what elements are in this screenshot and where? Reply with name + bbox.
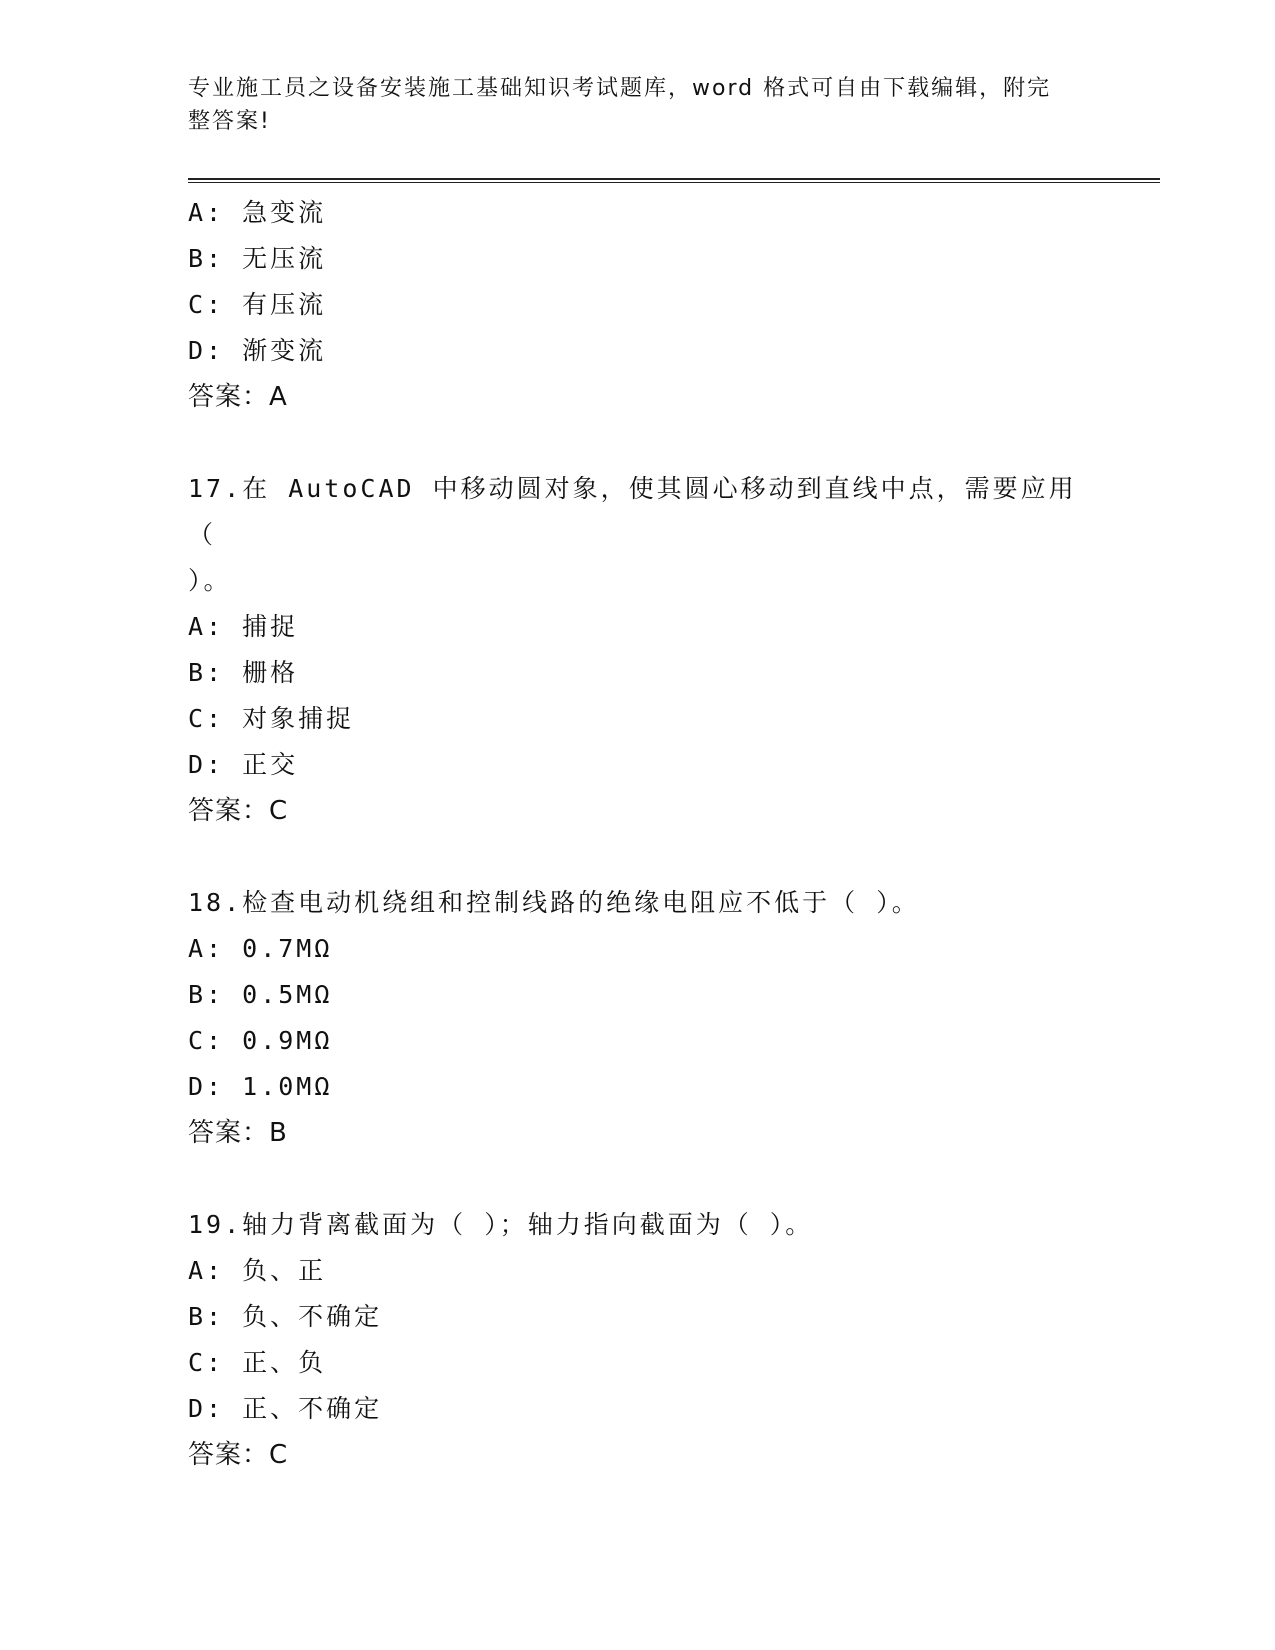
option-c: C: 正、负 [188, 1348, 327, 1377]
option-c: C: 对象捕捉 [188, 704, 355, 733]
question-stem-line-1: 18.检查电动机绕组和控制线路的绝缘电阻应不低于（ ）。 [188, 888, 920, 917]
option-c: C: 0.9MΩ [188, 1026, 333, 1055]
option-a: A: 0.7MΩ [188, 934, 333, 963]
header-line-1: 专业施工员之设备安装施工基础知识考试题库，word 格式可自由下载编辑，附完 [188, 76, 1052, 101]
option-d: D: 渐变流 [188, 336, 327, 365]
header-divider [188, 178, 1160, 183]
option-b: B: 无压流 [188, 244, 327, 273]
option-b: B: 0.5MΩ [188, 980, 333, 1009]
option-a: A: 负、正 [188, 1256, 327, 1285]
option-a: A: 急变流 [188, 198, 327, 227]
question-19-block [188, 1202, 1088, 1478]
answer-label: 答案：C [188, 796, 289, 826]
header-line-2: 整答案! [188, 109, 271, 134]
answer-label: 答案：A [188, 382, 288, 412]
question-stem-line-1: 19.轴力背离截面为（ ）；轴力指向截面为（ ）。 [188, 1210, 814, 1239]
answer-label: 答案：B [188, 1118, 288, 1148]
document-header [188, 72, 1068, 138]
option-c: C: 有压流 [188, 290, 327, 319]
option-d: D: 1.0MΩ [188, 1072, 333, 1101]
question-18-block [188, 880, 1088, 1156]
question-16-block [188, 190, 1088, 420]
question-stem-line-2: ）。 [188, 566, 232, 595]
option-d: D: 正、不确定 [188, 1394, 383, 1423]
option-d: D: 正交 [188, 750, 299, 779]
option-b: B: 负、不确定 [188, 1302, 383, 1331]
question-17-block [188, 466, 1088, 834]
answer-label: 答案：C [188, 1440, 289, 1470]
question-list [188, 190, 1088, 1478]
question-stem-line-1: 17.在 AutoCAD 中移动圆对象，使其圆心移动到直线中点，需要应用（ [188, 474, 1077, 549]
option-b: B: 栅格 [188, 658, 299, 687]
option-a: A: 捕捉 [188, 612, 299, 641]
